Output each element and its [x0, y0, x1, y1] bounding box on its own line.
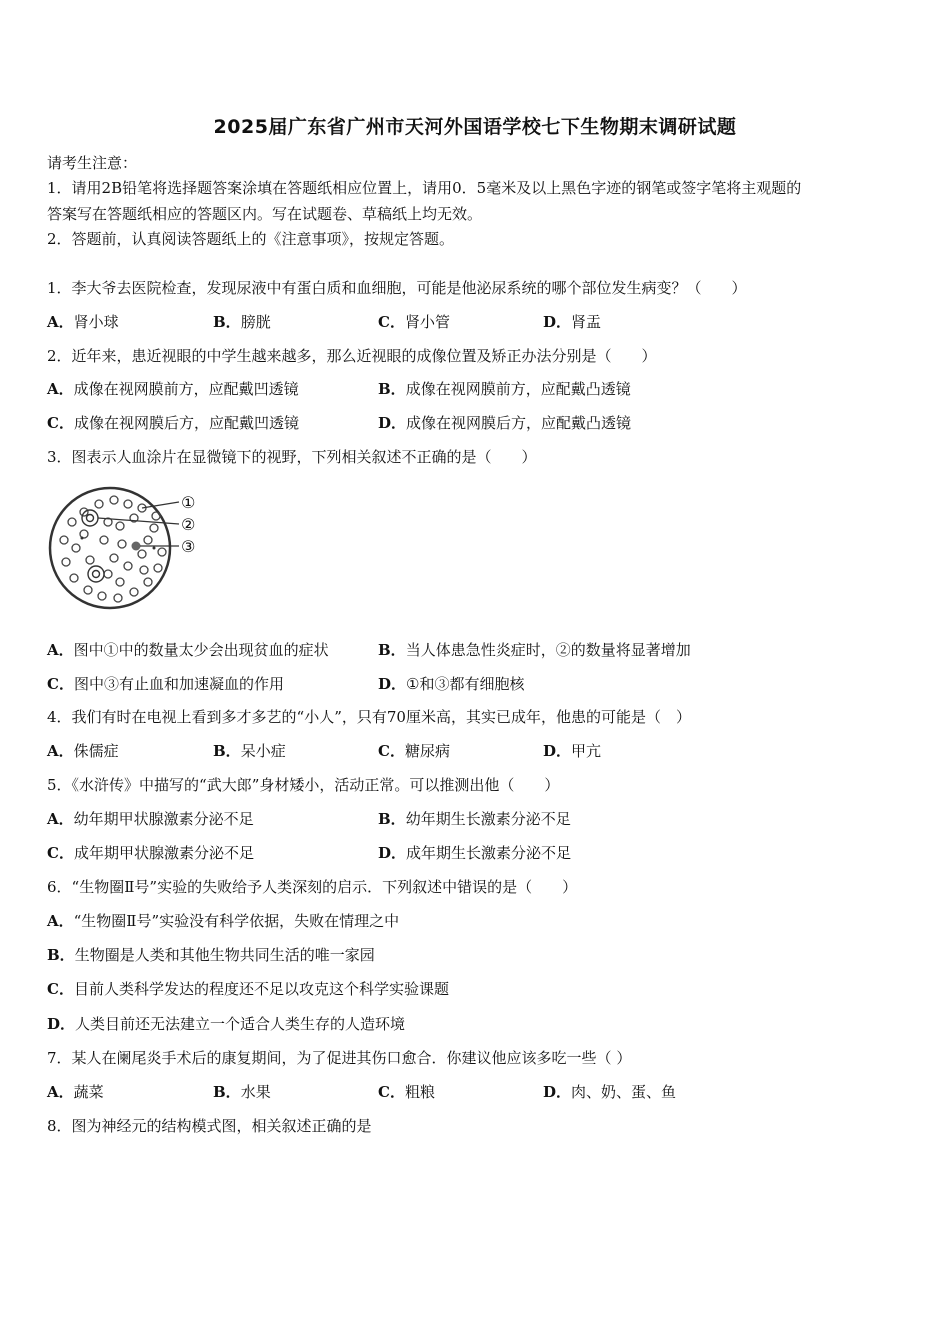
question-7-stem: 7．某人在阑尾炎手术后的康复期间，为了促进其伤口愈合．你建议他应该多吃一些（ ）: [47, 1049, 632, 1067]
q1-option-a: A．肾小球: [47, 313, 119, 331]
question-5-stem: 5．《水浒传》中描写的“武大郎”身材矮小，活动正常。可以推测出他（ ）: [47, 776, 560, 794]
question-4-stem: 4．我们有时在电视上看到多才多艺的“小人”，只有70厘米高，其实已成年，他患的可能是（ ）: [47, 708, 691, 726]
exam-title: 2025届广东省广州市天河外国语学校七下生物期末调研试题: [213, 116, 737, 138]
q5-option-d: D．成年期生长激素分泌不足: [378, 844, 572, 862]
q6-option-c: C．目前人类科学发达的程度还不足以攻克这个科学实验课题: [47, 980, 449, 998]
q6-option-a: A．“生物圈Ⅱ号”实验没有科学依据，失败在情理之中: [47, 912, 400, 930]
notice-item-1-line-1: 1．请用2B铅笔将选择题答案涂填在答题纸相应位置上，请用0．5毫米及以上黑色字迹的钢笔或签字笔将主观题的: [47, 179, 802, 197]
figure-label-3: ③: [181, 537, 196, 556]
q6-option-b: B．生物圈是人类和其他生物共同生活的唯一家园: [47, 946, 375, 964]
q7-option-d: D．肉、奶、蛋、鱼: [543, 1083, 677, 1101]
notice-item-1-line-2: 答案写在答题纸相应的答题区内。写在试题卷、草稿纸上均无效。: [47, 205, 483, 223]
q4-option-b: B．呆小症: [213, 742, 286, 760]
notice-heading: 请考生注意：: [47, 154, 138, 172]
q3-option-c: C．图中③有止血和加速凝血的作用: [47, 675, 284, 693]
question-1-stem: 1．李大爷去医院检查，发现尿液中有蛋白质和血细胞，可能是他泌尿系统的哪个部位发生病变？（ ）: [47, 279, 747, 297]
q1-option-b: B．膀胱: [213, 313, 271, 331]
q4-option-c: C．糖尿病: [378, 742, 450, 760]
q5-option-c: C．成年期甲状腺激素分泌不足: [47, 844, 254, 862]
q5-option-a: A．幼年期甲状腺激素分泌不足: [47, 810, 254, 828]
q2-option-b: B．成像在视网膜前方，应配戴凸透镜: [378, 380, 631, 398]
q4-option-a: A．侏儒症: [47, 742, 119, 760]
q2-option-a: A．成像在视网膜前方，应配戴凹透镜: [47, 380, 299, 398]
blood-smear-figure: [44, 482, 214, 614]
q4-option-d: D．甲亢: [543, 742, 602, 760]
q1-option-c: C．肾小管: [378, 313, 450, 331]
q2-option-c: C．成像在视网膜后方，应配戴凹透镜: [47, 414, 299, 432]
q1-option-d: D．肾盂: [543, 313, 602, 331]
q3-option-b: B．当人体患急性炎症时，②的数量将显著增加: [378, 641, 691, 659]
figure-label-1: ①: [181, 493, 196, 512]
notice-item-2: 2．答题前，认真阅读答题纸上的《注意事项》，按规定答题。: [47, 230, 455, 248]
q6-option-d: D．人类目前还无法建立一个适合人类生存的人造环境: [47, 1015, 406, 1033]
q7-option-a: A．蔬菜: [47, 1083, 104, 1101]
q3-option-d: D．①和③都有细胞核: [378, 675, 525, 693]
q7-option-c: C．粗粮: [378, 1083, 435, 1101]
q3-option-a: A．图中①中的数量太少会出现贫血的症状: [47, 641, 329, 659]
q5-option-b: B．幼年期生长激素分泌不足: [378, 810, 571, 828]
question-6-stem: 6．“生物圈Ⅱ号”实验的失败给予人类深刻的启示．下列叙述中错误的是（ ）: [47, 878, 578, 896]
question-3-stem: 3．图表示人血涂片在显微镜下的视野，下列相关叙述不正确的是（ ）: [47, 448, 537, 466]
blood-smear-diagram: [44, 482, 214, 614]
question-2-stem: 2．近年来，患近视眼的中学生越来越多，那么近视眼的成像位置及矫正办法分别是（ ）: [47, 347, 657, 365]
question-8-stem: 8．图为神经元的结构模式图，相关叙述正确的是: [47, 1117, 372, 1135]
figure-label-2: ②: [181, 515, 196, 534]
q2-option-d: D．成像在视网膜后方，应配戴凸透镜: [378, 414, 632, 432]
q7-option-b: B．水果: [213, 1083, 271, 1101]
